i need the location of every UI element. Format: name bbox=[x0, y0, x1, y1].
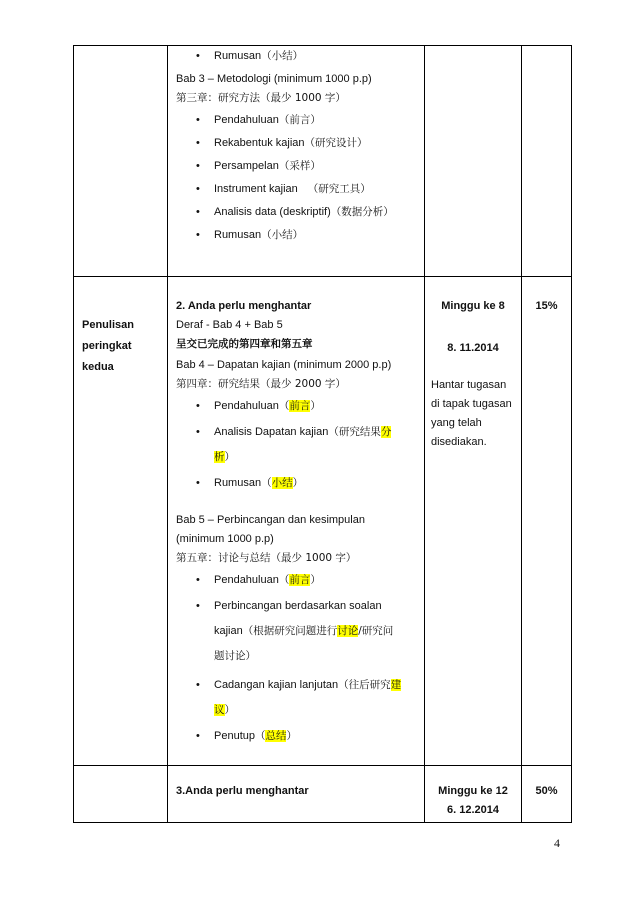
chapter-title-cn: 第四章：研究结果（最少 2000 字） bbox=[176, 378, 346, 390]
week-label: Minggu ke 12 bbox=[438, 785, 508, 797]
list-item: • Instrument kajian （研究工具） bbox=[196, 183, 371, 195]
week-cell bbox=[425, 46, 522, 277]
highlight: 分 bbox=[380, 426, 392, 438]
list-item: • Perbincangan berdasarkan soalan kajian（根据研究问题进行讨论/研究问 题讨论） bbox=[196, 600, 394, 662]
list-item: • Pendahuluan（前言） bbox=[196, 574, 321, 586]
content-cell bbox=[168, 46, 425, 277]
chapter-title: Bab 4 – Dapatan kajian (minimum 2000 p.p) bbox=[176, 359, 392, 371]
weight-cell bbox=[522, 277, 572, 766]
list-item: • Rumusan（小结） bbox=[196, 477, 304, 489]
stage-cell bbox=[74, 277, 168, 766]
list-item: • Pendahuluan（前言） bbox=[196, 114, 321, 126]
week-cell bbox=[425, 277, 522, 766]
list-item: • Rumusan（小结） bbox=[196, 229, 304, 241]
content-cell bbox=[168, 277, 425, 766]
bullet-list bbox=[176, 111, 418, 245]
section-subheading-cn: 呈交已完成的第四章和第五章 bbox=[176, 338, 313, 350]
weight-label: 50% bbox=[535, 785, 558, 797]
bullet-list bbox=[176, 571, 418, 746]
date-label: 6. 12.2014 bbox=[447, 804, 499, 816]
section-subheading: Deraf - Bab 4 + Bab 5 bbox=[176, 319, 283, 331]
week-label: Minggu ke 8 bbox=[441, 300, 505, 312]
highlight: 讨论 bbox=[337, 625, 359, 637]
content-cell bbox=[168, 766, 425, 823]
list-item: • Penutup（总结） bbox=[196, 730, 297, 742]
note-line: di tapak tugasan bbox=[431, 398, 512, 410]
bullet-list bbox=[176, 47, 418, 66]
table-row bbox=[74, 766, 572, 823]
note-line: yang telah bbox=[431, 417, 482, 429]
highlight: 前言 bbox=[289, 400, 311, 412]
list-item: • Analisis Dapatan kajian（研究结果分 析） bbox=[196, 426, 392, 463]
stage-label: Penulisan bbox=[82, 319, 134, 331]
highlight: 建 bbox=[390, 679, 402, 691]
chapter-title: Bab 5 – Perbincangan dan kesimpulan bbox=[176, 514, 365, 526]
list-item: • Analisis data (deskriptif)（数据分析） bbox=[196, 206, 394, 218]
page-number: 4 bbox=[554, 836, 560, 850]
date-label: 8. 11.2014 bbox=[447, 342, 499, 354]
weight-label: 15% bbox=[535, 300, 558, 312]
week-cell bbox=[425, 766, 522, 823]
stage-label: peringkat bbox=[82, 340, 132, 352]
schedule-table bbox=[73, 45, 572, 823]
section-heading: 2. Anda perlu menghantar bbox=[176, 300, 312, 312]
chapter-title: (minimum 1000 p.p) bbox=[176, 533, 274, 545]
section-heading: 3.Anda perlu menghantar bbox=[176, 785, 309, 797]
highlight: 议 bbox=[214, 704, 225, 716]
highlight: 前言 bbox=[289, 574, 311, 586]
note-line: Hantar tugasan bbox=[431, 379, 507, 391]
list-item: • Cadangan kajian lanjutan（往后研究建 议） bbox=[196, 679, 402, 716]
stage-cell bbox=[74, 766, 168, 823]
weight-cell bbox=[522, 46, 572, 277]
weight-cell bbox=[522, 766, 572, 823]
chapter-title-cn: 第五章：讨论与总结（最少 1000 字） bbox=[176, 552, 357, 564]
chapter-title: Bab 3 – Metodologi (minimum 1000 p.p) bbox=[176, 73, 372, 85]
highlight: 析 bbox=[214, 451, 225, 463]
list-item: • Rumusan（小结） bbox=[196, 50, 304, 62]
chapter-title-cn: 第三章：研究方法（最少 1000 字） bbox=[176, 92, 346, 104]
stage-cell bbox=[74, 46, 168, 277]
list-item: • Rekabentuk kajian（研究设计） bbox=[196, 137, 368, 149]
stage-label: kedua bbox=[82, 361, 114, 373]
list-item: • Pendahuluan（前言） bbox=[196, 400, 321, 412]
highlight: 小结 bbox=[271, 477, 293, 489]
table-row bbox=[74, 277, 572, 766]
list-item: • Persampelan（采样） bbox=[196, 160, 321, 172]
highlight: 总结 bbox=[265, 730, 287, 742]
note-line: disediakan. bbox=[431, 436, 487, 448]
bullet-list bbox=[176, 397, 418, 493]
table-row bbox=[74, 46, 572, 277]
